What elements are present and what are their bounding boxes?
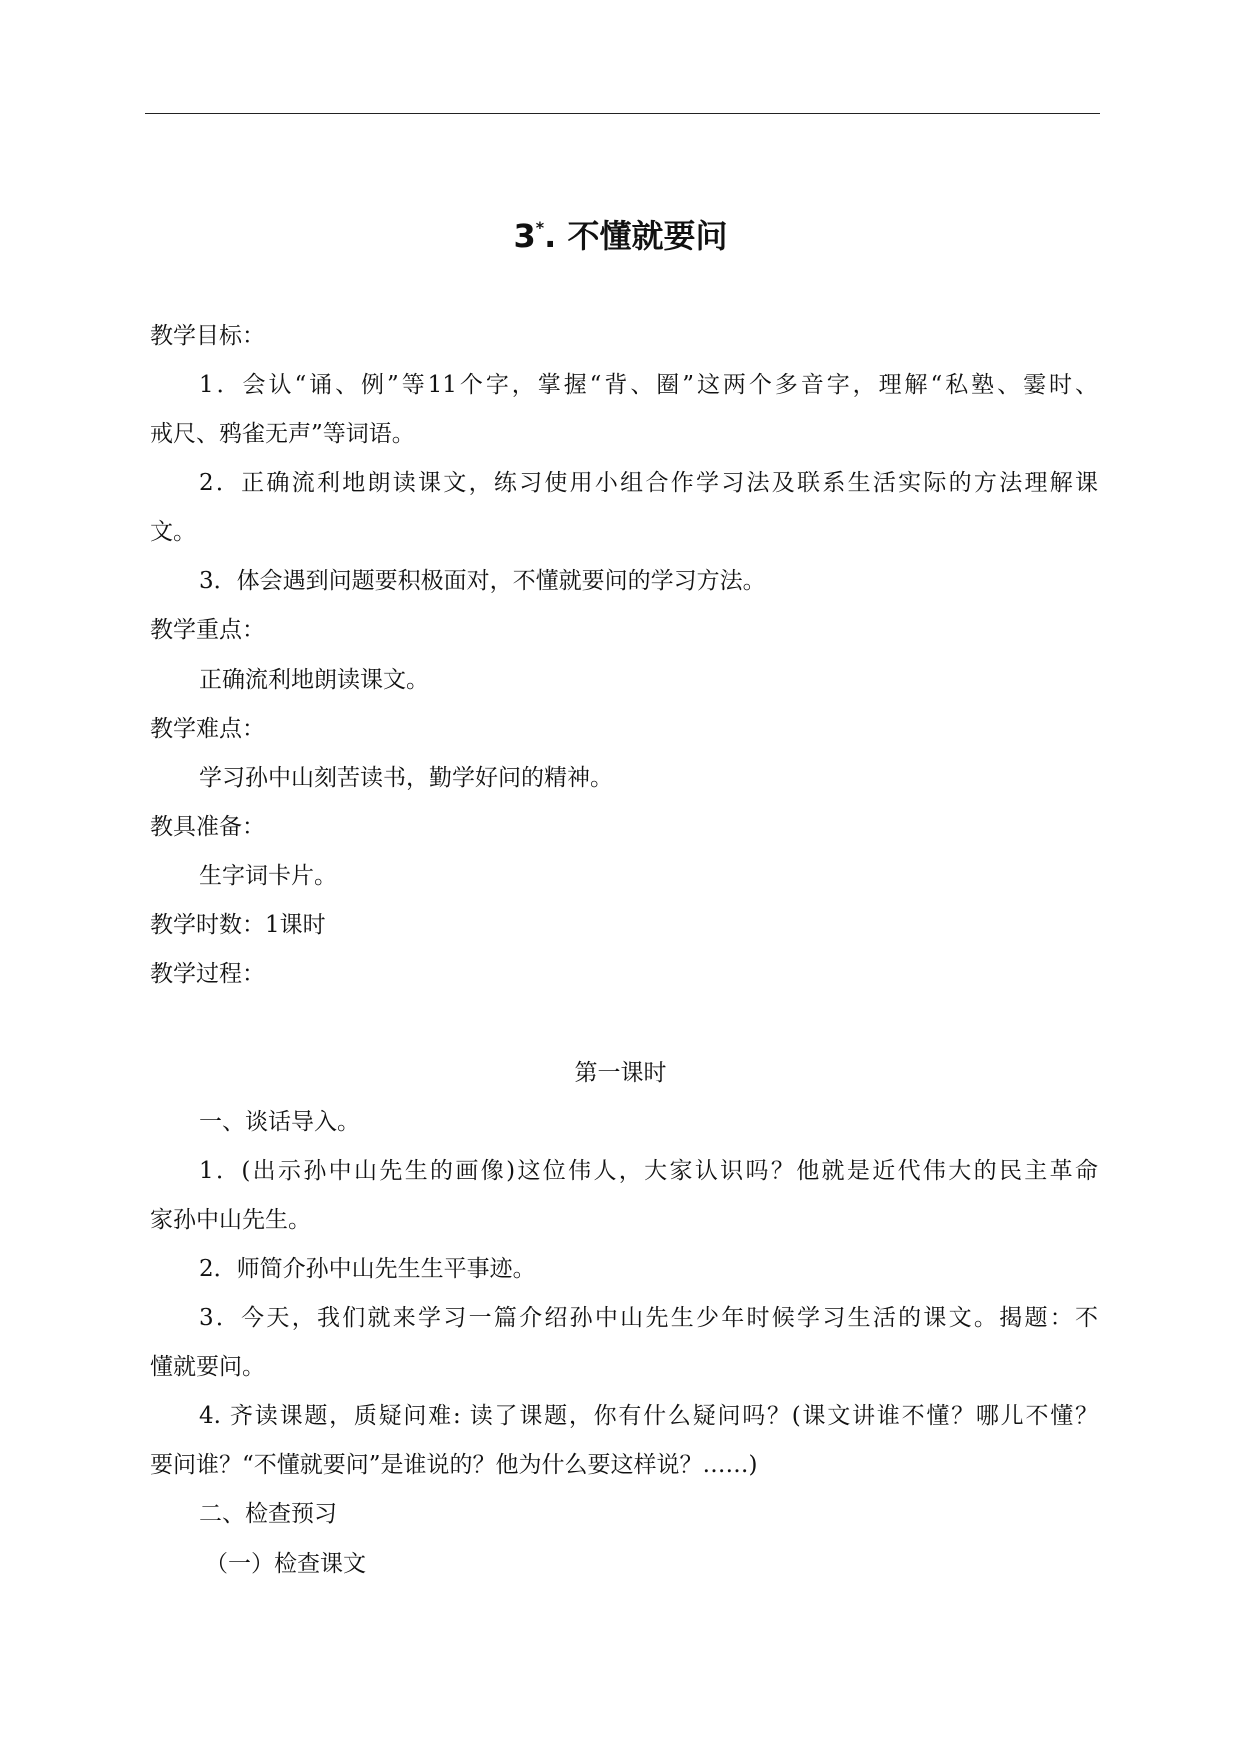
title-mark: * bbox=[535, 218, 545, 237]
objective-3: 3．体会遇到问题要积极面对，不懂就要问的学习方法。 bbox=[199, 568, 766, 594]
section-2-sub-1: （一）检查课文 bbox=[205, 1551, 366, 1577]
section-1-item-1-line-1: 1．(出示孙中山先生的画像)这位伟人，大家认识吗？他就是近代伟大的民主革命 bbox=[199, 1158, 1098, 1184]
section-1-item-4-line-2: 要问谁？“不懂就要问”是谁说的？他为什么要这样说？……) bbox=[150, 1452, 758, 1478]
teaching-hours: 教学时数：1课时 bbox=[150, 912, 326, 938]
objective-2-line-1: 2．正确流利地朗读课文，练习使用小组合作学习法及联系生活实际的方法理解课 bbox=[199, 470, 1098, 496]
materials-text: 生字词卡片。 bbox=[199, 863, 337, 889]
key-points-heading: 教学重点： bbox=[150, 617, 265, 643]
section-1-item-2: 2．师简介孙中山先生生平事迹。 bbox=[199, 1256, 536, 1282]
objectives-heading: 教学目标： bbox=[150, 323, 265, 349]
objective-2-line-2: 文。 bbox=[150, 519, 196, 545]
section-1-item-4-line-1: 4. 齐读课题，质疑问难: 读了课题，你有什么疑问吗？(课文讲谁不懂？哪儿不懂？ bbox=[199, 1403, 1098, 1429]
section-1-heading: 一、谈话导入。 bbox=[199, 1109, 360, 1135]
title-number: 3 bbox=[513, 217, 536, 255]
period-title: 第一课时 bbox=[574, 1060, 667, 1086]
process-heading: 教学过程： bbox=[150, 961, 265, 987]
difficulties-heading: 教学难点： bbox=[150, 716, 265, 742]
page-title bbox=[0, 206, 1241, 258]
section-1-item-3-line-1: 3．今天，我们就来学习一篇介绍孙中山先生少年时候学习生活的课文。揭题：不 bbox=[199, 1305, 1098, 1331]
objective-1-line-1: 1．会认“诵、例”等11个字，掌握“背、圈”这两个多音字，理解“私塾、霎时、 bbox=[199, 372, 1098, 398]
key-points-text: 正确流利地朗读课文。 bbox=[199, 667, 429, 693]
header-rule bbox=[145, 113, 1100, 114]
objective-1-line-2: 戒尺、鸦雀无声”等词语。 bbox=[150, 421, 415, 447]
section-1-item-3-line-2: 懂就要问。 bbox=[150, 1354, 265, 1380]
materials-heading: 教具准备： bbox=[150, 814, 265, 840]
difficulties-text: 学习孙中山刻苦读书，勤学好问的精神。 bbox=[199, 765, 613, 791]
section-2-heading: 二、检查预习 bbox=[199, 1501, 337, 1527]
title-text: . 不懂就要问 bbox=[544, 217, 728, 255]
section-1-item-1-line-2: 家孙中山先生。 bbox=[150, 1207, 311, 1233]
